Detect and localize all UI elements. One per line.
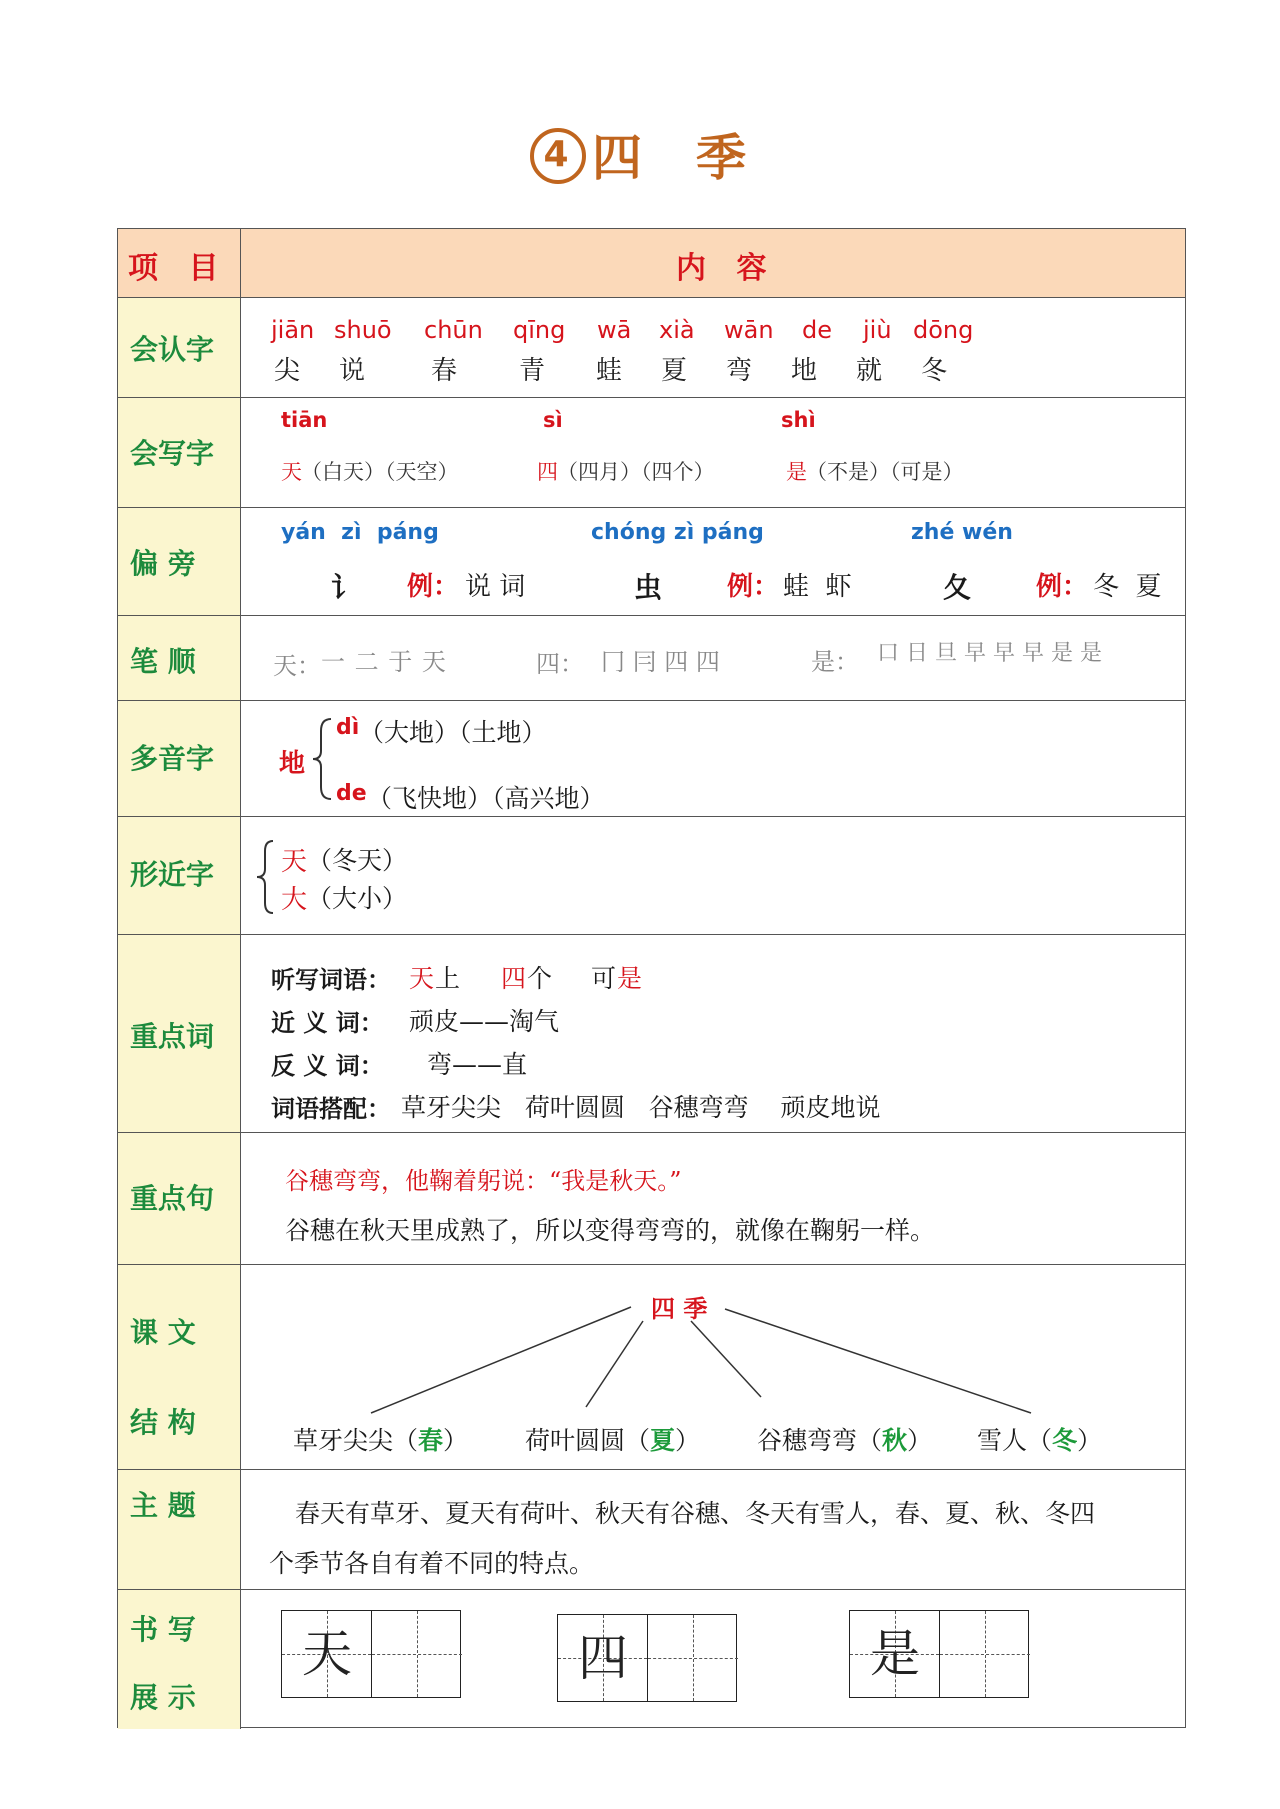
example-label-1: 例： — [407, 572, 460, 602]
dictation-word-3b: 是 — [617, 964, 643, 993]
example-label-3: 例： — [1036, 572, 1089, 602]
radical-zhewen: 夂 — [943, 571, 972, 604]
char-7: 弯 — [726, 356, 753, 386]
dictation-word-2a: 四 — [501, 964, 527, 993]
dictation-word-1b: 上 — [435, 964, 461, 993]
content-table — [117, 228, 1186, 1728]
char-10: 冬 — [921, 356, 948, 386]
stroke-order-1: 一 二 于 天 — [321, 648, 447, 676]
title-number-circle: 4 — [530, 128, 586, 184]
label-xingjin: 形近字 — [130, 858, 215, 891]
row-bishun — [118, 615, 1185, 700]
duoyin-pinyin-2: de — [336, 781, 367, 806]
key-sentence-explain: 谷穗在秋天里成熟了，所以变得弯弯的，就像在鞠躬一样。 — [285, 1216, 936, 1245]
char-6: 夏 — [661, 356, 688, 386]
label-zhongdianci: 重点词 — [130, 1020, 215, 1053]
writing-grid-3 — [849, 1610, 1029, 1698]
row-xiezi — [118, 397, 1185, 507]
radical-chong: 虫 — [634, 571, 663, 604]
row-zhongdianju — [118, 1132, 1185, 1264]
pinyin-6: xià — [659, 316, 695, 344]
example-words-2: 蛙 虾 — [783, 572, 852, 602]
row-shuxie — [118, 1589, 1185, 1729]
dictation-word-1a: 天 — [409, 964, 435, 993]
example-label-2: 例： — [727, 572, 780, 602]
label-kewen-2: 结 构 — [130, 1406, 196, 1439]
row-renzi — [118, 297, 1185, 397]
char-9: 就 — [856, 356, 883, 386]
label-duoyin: 多音字 — [130, 742, 215, 775]
xiezi-pinyin-3: shì — [781, 408, 816, 432]
xingjin-words-1: （冬天） — [307, 846, 408, 875]
structure-center: 四 季 — [651, 1295, 708, 1323]
branch-spring: 草牙尖尖（春） — [293, 1426, 469, 1455]
label-pianpang: 偏 旁 — [130, 547, 196, 580]
xiezi-pinyin-2: sì — [543, 408, 563, 432]
header-row — [118, 229, 1185, 297]
row-duoyin — [118, 700, 1185, 816]
xingjin-char-2: 大 — [281, 885, 308, 915]
pianpang-pinyin-2: chóng zì páng — [591, 520, 764, 545]
row-pianpang — [118, 507, 1185, 615]
radical-yan: 讠 — [331, 571, 360, 604]
writing-char-1: 天 — [302, 1625, 352, 1683]
label-zhuti: 主 题 — [130, 1489, 196, 1522]
branch-autumn: 谷穗弯弯（秋） — [757, 1426, 933, 1455]
xingjin-words-2: （大小） — [307, 884, 408, 913]
char-4: 青 — [519, 356, 546, 386]
synonym-label: 近 义 词： — [271, 1009, 384, 1037]
antonym-label: 反 义 词： — [271, 1052, 384, 1080]
xiezi-char-3: 是 — [786, 460, 807, 484]
page-title — [0, 118, 1280, 190]
xiezi-words-3: （不是）（可是） — [806, 460, 964, 484]
pinyin-8: de — [802, 316, 832, 344]
label-zhongdianju: 重点句 — [130, 1182, 215, 1215]
row-xingjin — [118, 816, 1185, 934]
duoyin-char: 地 — [279, 749, 306, 779]
label-shuxie-1: 书 写 — [130, 1613, 196, 1646]
row-kewen — [118, 1264, 1185, 1469]
branch-winter: 雪人（冬） — [977, 1426, 1103, 1455]
stroke-char-3: 是： — [811, 648, 859, 676]
dictation-word-3a: 可 — [591, 964, 617, 993]
xiezi-words-1: （白天）（天空） — [301, 460, 459, 484]
title-char-1: 四 — [592, 129, 646, 187]
label-kewen-1: 课 文 — [130, 1316, 196, 1349]
header-item-label: 项 目 — [128, 251, 229, 286]
xiezi-char-1: 天 — [281, 460, 302, 484]
example-words-3: 冬 夏 — [1093, 572, 1162, 602]
duoyin-pinyin-1: dì — [336, 715, 360, 740]
char-2: 说 — [339, 356, 366, 386]
char-8: 地 — [791, 356, 818, 386]
stroke-order-3: 口 日 旦 早 早 早 是 是 — [877, 641, 1102, 666]
stroke-order-2: 冂 冃 四 四 — [601, 648, 720, 676]
dictation-word-2b: 个 — [527, 964, 553, 993]
collocation-label: 词语搭配： — [271, 1095, 391, 1123]
row-zhongdianci — [118, 934, 1185, 1132]
pianpang-pinyin-1: yán zì páng — [281, 520, 439, 545]
header-content-label: 内 容 — [676, 251, 777, 286]
xingjin-char-1: 天 — [281, 847, 308, 877]
xiezi-pinyin-1: tiān — [281, 408, 328, 432]
title-char-2: 季 — [696, 129, 750, 187]
example-words-1: 说 词 — [465, 572, 526, 602]
theme-line-1: 春天有草牙、夏天有荷叶、秋天有谷穗、冬天有雪人，春、夏、秋、冬四 — [295, 1499, 1096, 1528]
stroke-char-1: 天： — [273, 652, 321, 680]
char-3: 春 — [431, 356, 458, 386]
pinyin-7: wān — [724, 316, 774, 344]
label-renzi: 会认字 — [130, 333, 215, 366]
header-content-cell — [241, 229, 1185, 297]
writing-char-2: 四 — [578, 1629, 628, 1687]
pinyin-4: qīng — [513, 316, 566, 344]
branch-summer: 荷叶圆圆（夏） — [525, 1426, 701, 1455]
duoyin-words-1: （大地）（土地） — [359, 718, 547, 747]
label-bishun: 笔 顺 — [130, 645, 196, 678]
pinyin-3: chūn — [424, 316, 483, 344]
pinyin-9: jiù — [863, 316, 892, 344]
header-item-cell — [118, 229, 241, 297]
xiezi-char-2: 四 — [537, 460, 558, 484]
collocation-text: 草牙尖尖 荷叶圆圆 谷穗弯弯 顽皮地说 — [401, 1093, 881, 1122]
curly-brace-2 — [253, 839, 277, 915]
pinyin-10: dōng — [913, 316, 974, 344]
dictation-label: 听写词语： — [271, 966, 391, 994]
pinyin-5: wā — [597, 316, 632, 344]
pinyin-2: shuō — [334, 316, 392, 344]
char-1: 尖 — [274, 356, 301, 386]
label-shuxie-2: 展 示 — [130, 1681, 196, 1714]
curly-brace — [311, 717, 335, 801]
writing-char-3: 是 — [870, 1625, 920, 1683]
synonym-text: 顽皮——淘气 — [409, 1007, 560, 1036]
writing-grid-1 — [281, 1610, 461, 1698]
pinyin-1: jiān — [271, 316, 315, 344]
key-sentence: 谷穗弯弯，他鞠着躬说：“我是秋天。” — [285, 1167, 682, 1195]
xiezi-words-2: （四月）（四个） — [557, 460, 715, 484]
duoyin-words-2: （飞快地）（高兴地） — [367, 784, 605, 813]
row-zhuti — [118, 1469, 1185, 1589]
label-xiezi: 会写字 — [130, 437, 215, 470]
pianpang-pinyin-3: zhé wén — [911, 520, 1013, 545]
stroke-char-2: 四： — [536, 650, 584, 678]
antonym-text: 弯——直 — [427, 1050, 528, 1079]
writing-grid-2 — [557, 1614, 737, 1702]
theme-line-2: 个季节各自有着不同的特点。 — [269, 1549, 595, 1578]
char-5: 蛙 — [596, 356, 623, 386]
